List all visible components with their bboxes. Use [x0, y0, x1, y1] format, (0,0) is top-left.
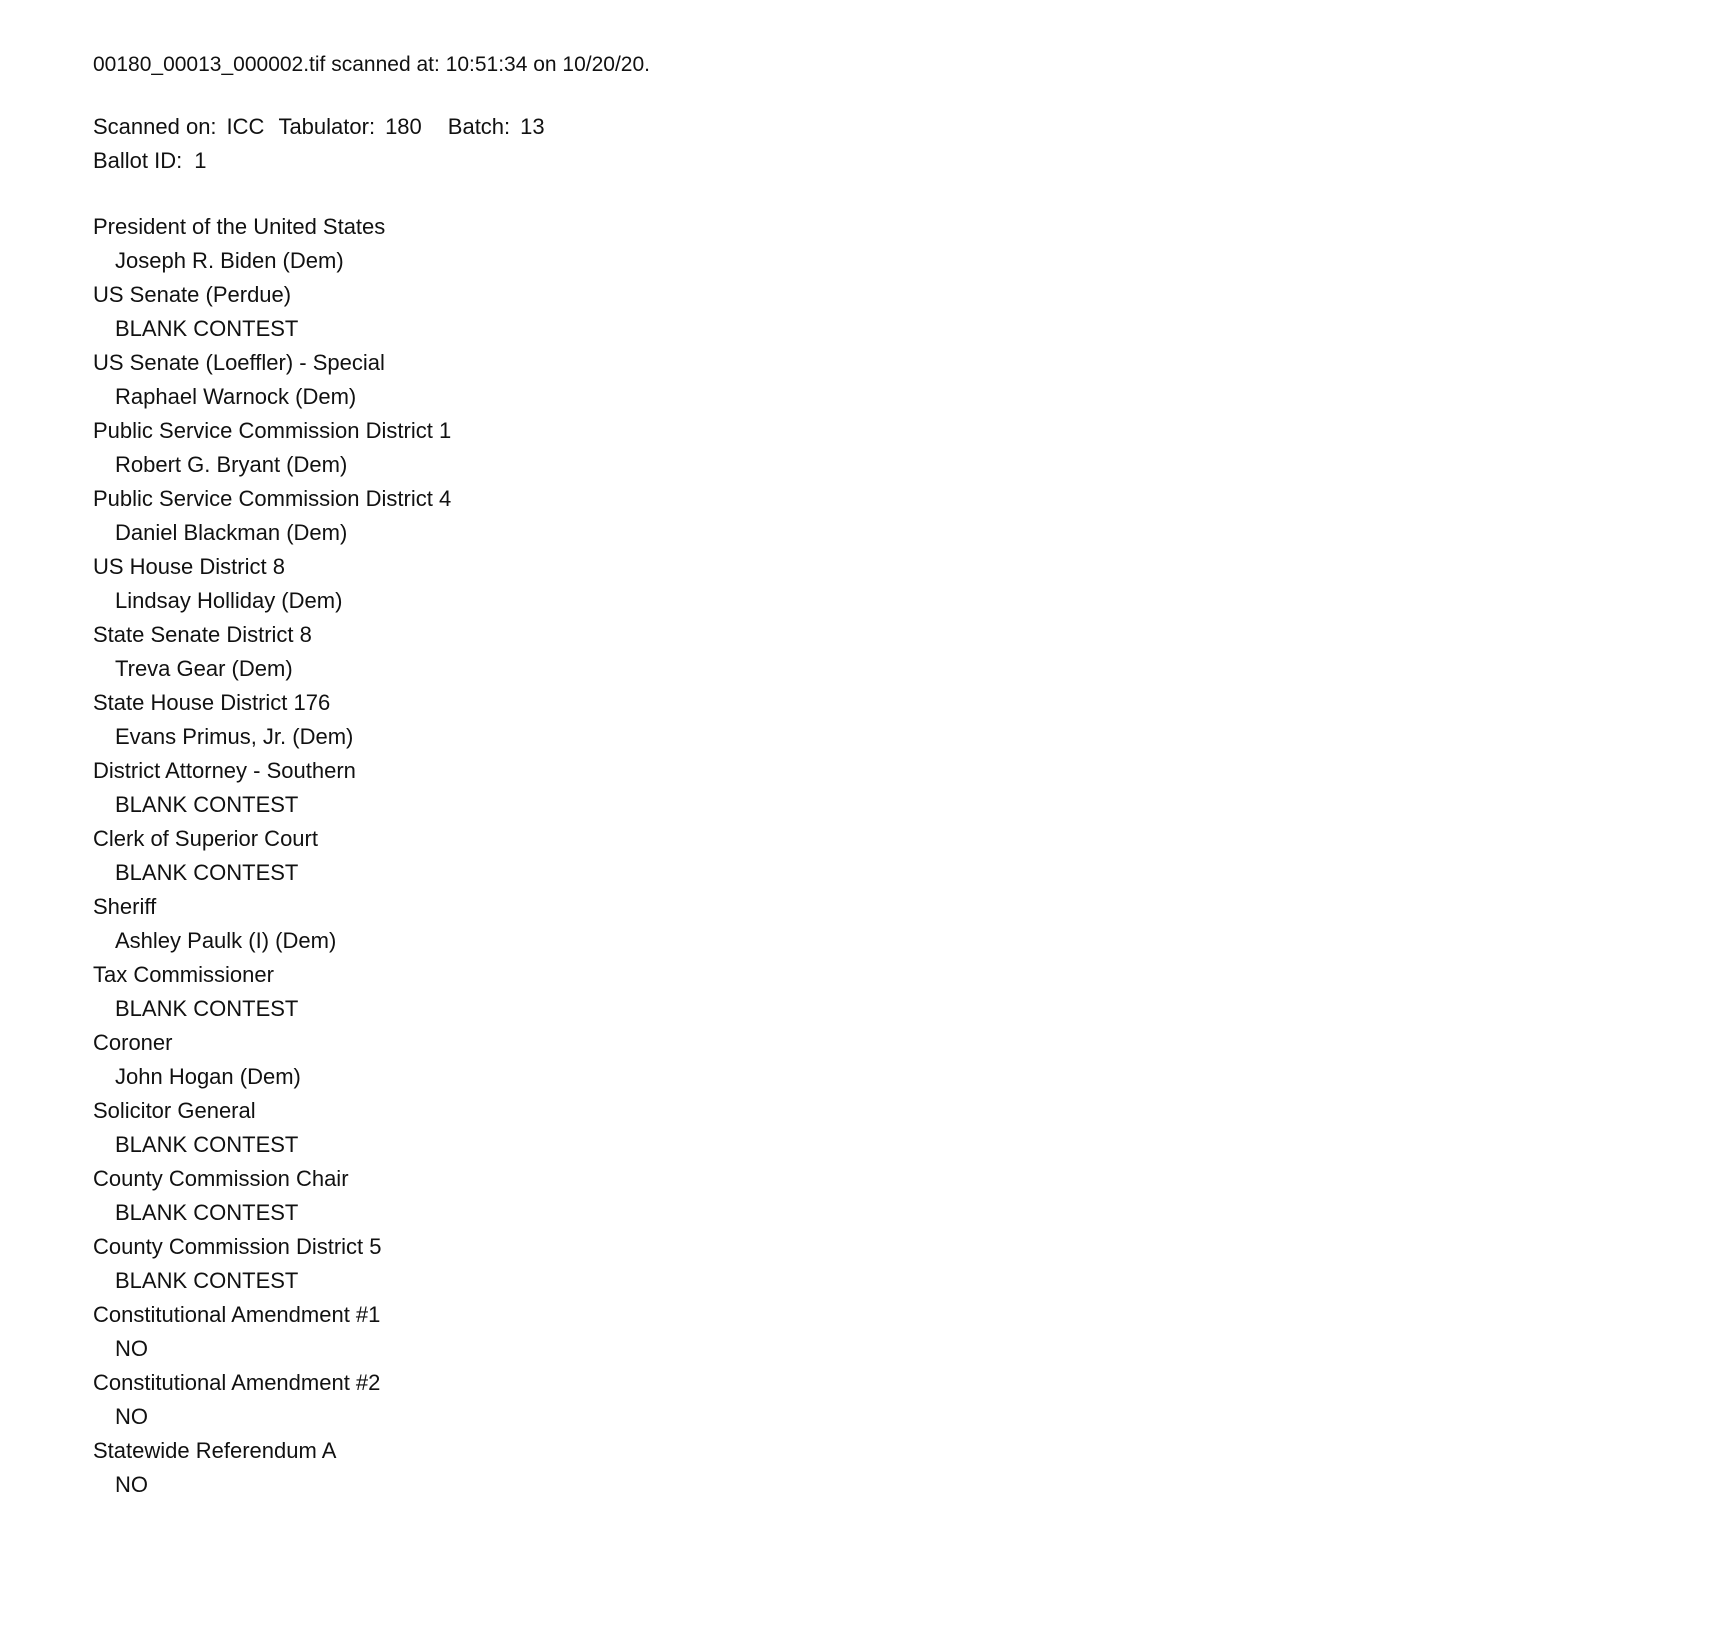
scan-filename-line: 00180_00013_000002.tif scanned at: 10:51:34 on 10/20/20. — [93, 53, 650, 76]
contest-title: Constitutional Amendment #2 — [93, 1370, 381, 1395]
contest-selection: Ashley Paulk (I) (Dem) — [115, 928, 337, 953]
contest-title: State House District 176 — [93, 690, 331, 715]
contest-selection: BLANK CONTEST — [115, 1132, 299, 1157]
spacer — [93, 178, 1650, 210]
contest-title: President of the United States — [93, 214, 386, 239]
ballot-id-value: 1 — [194, 148, 207, 173]
contest-selection: Evans Primus, Jr. (Dem) — [115, 724, 354, 749]
scan-info-line — [93, 110, 1650, 144]
contest-selection: Daniel Blackman (Dem) — [115, 520, 348, 545]
contest-title: Sheriff — [93, 894, 157, 919]
contest-selection: NO — [115, 1404, 148, 1429]
contest-title: US Senate (Perdue) — [93, 282, 292, 307]
contest-title: Tax Commissioner — [93, 962, 274, 987]
contest-title: Public Service Commission District 4 — [93, 486, 452, 511]
contest-selection: BLANK CONTEST — [115, 316, 299, 341]
contest-selection: Joseph R. Biden (Dem) — [115, 248, 344, 273]
contest-title: US House District 8 — [93, 554, 285, 579]
contest-selection: Raphael Warnock (Dem) — [115, 384, 357, 409]
contest-title: Solicitor General — [93, 1098, 256, 1123]
contest-title: US Senate (Loeffler) - Special — [93, 350, 385, 375]
contest-selection: BLANK CONTEST — [115, 860, 299, 885]
ballot-id-label: Ballot ID: — [93, 148, 183, 173]
contest-title: State Senate District 8 — [93, 622, 312, 647]
batch-value: 13 — [520, 114, 545, 139]
contest-title: Coroner — [93, 1030, 173, 1055]
contest-selection: NO — [115, 1336, 148, 1361]
contest-selection: Treva Gear (Dem) — [115, 656, 293, 681]
contest-title: County Commission District 5 — [93, 1234, 382, 1259]
contest-selection: Lindsay Holliday (Dem) — [115, 588, 343, 613]
scanned-on-label: Scanned on: — [93, 114, 217, 139]
contest-title: County Commission Chair — [93, 1166, 349, 1191]
contest-title: District Attorney - Southern — [93, 758, 356, 783]
tabulator-label: Tabulator: — [278, 114, 376, 139]
contest-selection: Robert G. Bryant (Dem) — [115, 452, 348, 477]
contest-list — [93, 210, 1650, 1502]
contest-selection: BLANK CONTEST — [115, 1268, 299, 1293]
contest-selection: BLANK CONTEST — [115, 996, 299, 1021]
contest-selection: BLANK CONTEST — [115, 1200, 299, 1225]
contest-title: Statewide Referendum A — [93, 1438, 337, 1463]
ballot-id-line — [93, 144, 1650, 178]
scanned-on-value: ICC — [226, 114, 265, 139]
contest-selection: BLANK CONTEST — [115, 792, 299, 817]
contest-title: Public Service Commission District 1 — [93, 418, 452, 443]
tabulator-value: 180 — [385, 114, 422, 139]
contest-title: Constitutional Amendment #1 — [93, 1302, 381, 1327]
batch-label: Batch: — [447, 114, 511, 139]
contest-selection: NO — [115, 1472, 148, 1497]
contest-title: Clerk of Superior Court — [93, 826, 318, 851]
contest-selection: John Hogan (Dem) — [115, 1064, 301, 1089]
